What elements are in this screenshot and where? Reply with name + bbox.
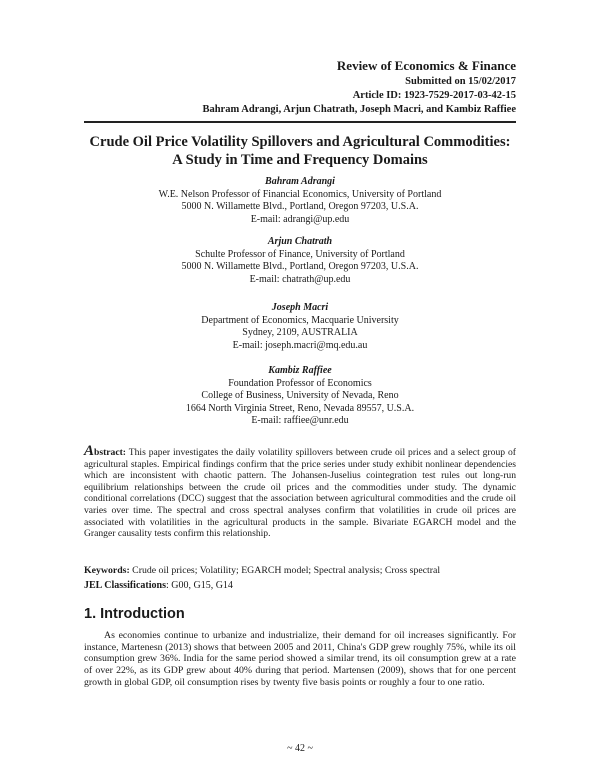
author-block [84, 365, 516, 428]
journal-header [202, 57, 516, 117]
author-email: E-mail: raffiee@unr.edu [251, 415, 349, 426]
keywords [84, 565, 540, 577]
title-line-1: Crude Oil Price Volatility Spillovers and Agricultural Commodities: [89, 134, 511, 150]
header-authors: Bahram Adrangi, Arjun Chatrath, Joseph Macri, and Kambiz Raffiee [202, 104, 516, 115]
author-name: Joseph Macri [271, 302, 329, 313]
article-id: Article ID: 1923-7529-2017-03-42-15 [352, 90, 516, 101]
author-block [84, 236, 516, 286]
abstract [84, 443, 516, 540]
author-block [84, 176, 516, 226]
jel-classifications [84, 580, 233, 592]
author-affiliation: Department of Economics, Macquarie University [201, 314, 399, 326]
title-line-2: A Study in Time and Frequency Domains [172, 152, 428, 168]
abstract-initial: A [84, 443, 95, 459]
author-name: Kambiz Raffiee [268, 365, 332, 376]
author-email: E-mail: adrangi@up.edu [250, 213, 350, 225]
author-address: 1664 North Virginia Street, Reno, Nevada 89557, U.S.A. [185, 402, 415, 414]
author-address: 5000 N. Willamette Blvd., Portland, Oregon 97203, U.S.A. [181, 201, 419, 212]
author-email: E-mail: joseph.macri@mq.edu.au [232, 339, 368, 351]
paper-title [84, 133, 516, 169]
keywords-text: Crude oil prices; Volatility; EGARCH model; Spectral analysis; Cross spectral [129, 565, 441, 576]
author-name: Bahram Adrangi [265, 176, 335, 187]
abstract-text: This paper investigates the daily volatility spillovers between crude oil prices and a select group of agricultural staples. Empirical findings confirm that the price series under study exhibit nonlinear dependencies which are inconsistent with chaotic pattern. The Johansen-Juselius cointegration test rules out long-run equilibrium relationships between the crude oil prices and the commodities under study. The dynamic conditional correlations (DCC) suggest that the association between agricultural commodities and the crude oil varies over time. The spectral and cross spectral analyses confirm that volatilities in crude oil prices are associated with volatilities in the agricultural products in the sample. Bivariate EGARCH model and the Granger causality tests confirm this relationship. [84, 447, 516, 540]
author-affiliation: Foundation Professor of Economics [228, 377, 372, 389]
introduction-paragraph: As economies continue to urbanize and industrialize, their demand for oil increases significantly. For instance, Martenesn (2013) shows that between 2005 and 2011, China's GDP grew roughly 75%, while its oil consumption grew 36%. India for the same period showed a similar trend, its oil consumption grew at a rate of over 22%, as its GDP grew about 40% during that period. Martensen (2009), shows that for one percent growth in global GDP, oil consumption rises by twenty five basis points or roughly a four to one ratio. [84, 630, 516, 688]
author-email: E-mail: chatrath@up.edu [249, 273, 351, 285]
header-divider [84, 121, 516, 123]
author-block [84, 302, 516, 352]
author-address: 5000 N. Willamette Blvd., Portland, Oregon 97203, U.S.A. [181, 261, 419, 272]
jel-text: : G00, G15, G14 [165, 580, 233, 591]
author-college: College of Business, University of Nevada, Reno [201, 390, 399, 401]
author-affiliation: W.E. Nelson Professor of Financial Economics, University of Portland [158, 188, 442, 200]
author-address: Sydney, 2109, AUSTRALIA [242, 327, 358, 338]
author-name: Arjun Chatrath [267, 236, 333, 247]
journal-name: Review of Economics & Finance [336, 58, 516, 73]
page-number: ~ 42 ~ [287, 743, 313, 754]
abstract-label: bstract: [94, 447, 126, 458]
author-affiliation: Schulte Professor of Finance, University of Portland [195, 248, 405, 260]
keywords-label: Keywords: [84, 565, 130, 576]
section-heading: 1. Introduction [84, 606, 185, 622]
jel-label: JEL Classifications [84, 580, 166, 591]
submission-date: Submitted on 15/02/2017 [405, 76, 516, 87]
